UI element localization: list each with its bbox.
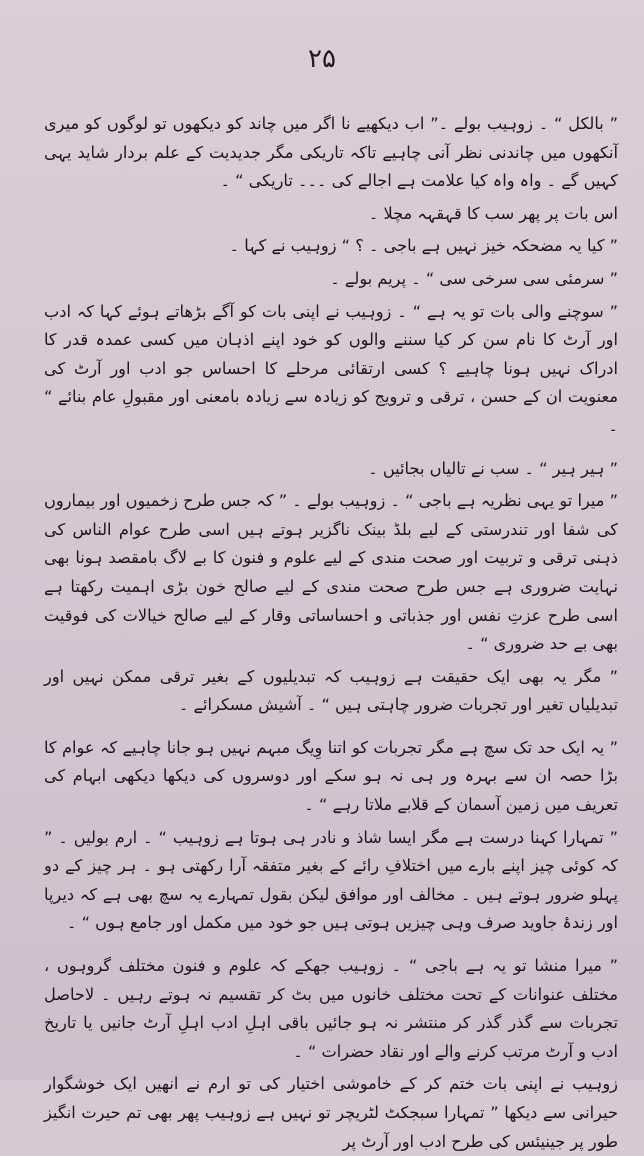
paragraph: ” میرا منشا تو یہ ہے باجی “ ۔ زوہیب جھکے کہ علوم و فنون مختلف گروہوں ، مختلف عنوانات کے تحت مختلف خانوں میں بٹ کر تقسیم نہ ہوتے رہیں ۔ لاحاصل تجربات سے گذر گذر کر منتشر نہ ہو جائیں باقی اہلِ ادب اہلِ آرٹ جانیں یا تاریخ ادب و آرٹ مرتب کرنے والے اور نقاد حضرات “ ۔ [44,956,618,1061]
paragraph: ” مگر یہ بھی ایک حقیقت ہے زوہیب کہ تبدیلیوں کے بغیر ترقی ممکن نہیں اور تبدیلیاں تغیر اور تجربات ضرور چاہتی ہیں “ ۔ آشیش مسکرائے ۔ [44,666,618,715]
page-number: ۲۵ [308,44,336,74]
page-text [44,110,618,1151]
paragraph: ” ہیر ہیر “ ۔ سب نے تالیاں بجائیں ۔ [368,458,618,478]
paragraph: ” سوچنے والی بات تو یہ ہے “ ۔ زوہیب نے اپنی بات کو آگے بڑھاتے ہوئے کہا کہ ادب اور آرٹ کا نام سن کر کیا سننے والوں کو خود اپنے اذہان میں کسی عمدہ قدر کا ادراک نہیں ہونا چاہیے ؟ کسی ارتقائی مرحلے کا احساس جو ادب اور آرٹ کی معنویت ان کے حسن ، ترقی و ترویج کو زیادہ سے زیادہ بامعنی اور مقبولِ عام بنائے “ ۔ [44,301,618,435]
paragraph: ” کیا یہ مضحکہ خیز نہیں ہے باجی ۔ ؟ “ زوہیب نے کہا ۔ [229,236,618,256]
paragraph: اس بات پر پھر سب کا قہقہہ مچلا ۔ [368,203,618,223]
paragraph: زوہیب نے اپنی بات ختم کر کے خاموشی اختیار کی تو ارم نے انھیں ایک خوشگوار حیرانی سے دیکھا ” تمہارا سبجکٹ لٹریچر تو نہیں ہے زوہیب پھر بھی تم حیرت انگیز طور پر جینیئس کی طرح ادب اور آرٹ پر [44,1074,618,1151]
paragraph: ” یہ ایک حد تک سچ ہے مگر تجربات کو اتنا وِیگ مبہم نہیں ہو جانا چاہیے کہ عوام کا بڑا حصہ ان سے بہرہ ور ہی نہ ہو سکے اور دوسروں کی دیکھا دیکھی ابہام کی تعریف میں زمین آسمان کے قلابے ملاتا رہے “ ۔ [44,737,618,815]
paragraph: ” میرا تو یہی نظریہ ہے باجی “ ۔ زوہیب بولے ۔ ” کہ جس طرح زخمیوں اور بیماروں کی شفا اور تندرستی کے لیے بلڈ بینک ناگزیر ہوتے ہیں اسی طرح عوام الناس کی ذہنی ترقی و تربیت اور صحت مندی کے لیے علوم و فنون کا بے لاگ بامقصد ہونا بھی نہایت ضروری ہے جس طرح صحت مندی کے لیے صالح خون بڑی اہمیت رکھتا ہے اسی طرح عزتِ نفس اور جذباتی و احساساتی وقار کے لیے صالح خیالات کی فوقیت بھی بے حد ضروری “ ۔ [44,491,618,654]
paragraph: ” بالکل “ ۔ زوہیب بولے ۔” اب دیکھیے نا اگر میں چاند کو دیکھوں تو لوگوں کو میری آنکھوں میں چاندنی نظر آنی چاہیے تاکہ تاریکی مگر جدیدیت کے علم بردار شاید یہی کہیں گے ۔ واہ واہ کیا علامت ہے اجالے کی ۔۔۔ تاریکی “ ۔ [44,114,618,191]
paragraph: ” تمہارا کہنا درست ہے مگر ایسا شاذ و نادر ہی ہوتا ہے زوہیب “ ۔ ارم بولیں ۔ ” کہ کوئی چیز اپنے بارے میں اختلافِ رائے کے بغیر متفقہ آرا رکھتی ہو ۔ ہر چیز کے دو پہلو ضرور ہوتے ہیں ۔ مخالف اور موافق لیکن بقول تمہارے یہ سچ بھی ہے کہ دیرپا اور زندۂ جاوید صرف وہی چیزیں ہوتی ہیں جو خود میں مکمل اور جامع ہوں “ ۔ [44,827,618,933]
paragraph: ” سرمئی سی سرخی سی “ ۔ پریم بولے ۔ [330,268,618,288]
